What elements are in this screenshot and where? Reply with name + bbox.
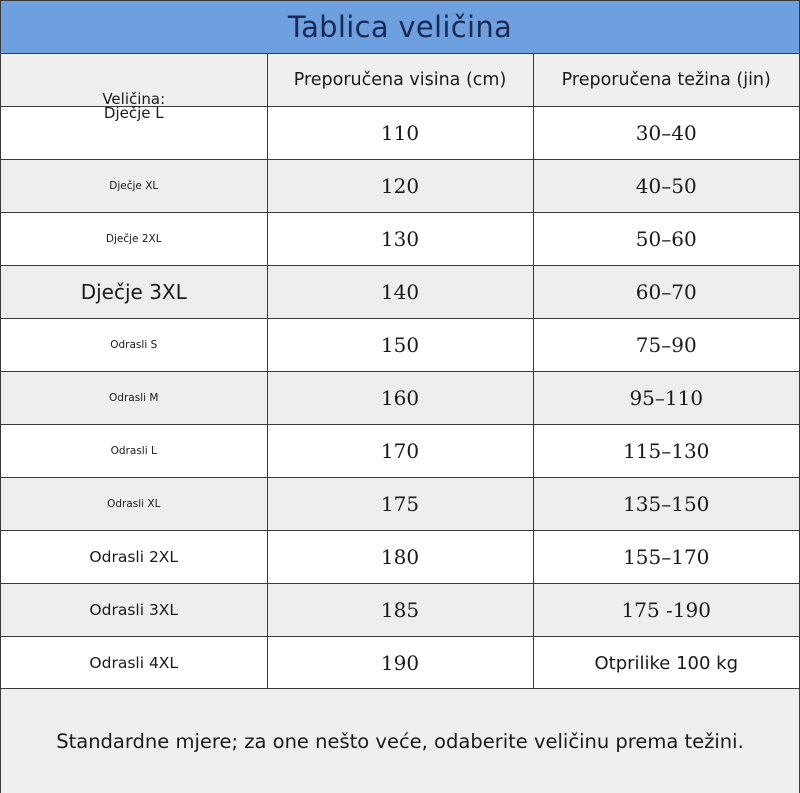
weight-cell: 40–50 [533,160,799,213]
table-row [1,531,799,584]
height-cell: 190 [267,637,533,690]
height-cell: 130 [267,213,533,266]
height-cell: 160 [267,372,533,425]
height-cell: 110 [267,107,533,160]
size-cell: Odrasli 2XL [1,531,267,584]
table-row [1,319,799,372]
height-cell: 170 [267,425,533,478]
weight-cell: 30–40 [533,107,799,160]
weight-cell: 135–150 [533,478,799,531]
weight-cell: 175 -190 [533,584,799,637]
size-cell: Dječje 2XL [1,213,267,266]
table-header-row [1,54,799,107]
weight-cell: 60–70 [533,266,799,319]
size-cell: Dječje XL [1,160,267,213]
table-row [1,637,799,690]
size-cell: Odrasli 4XL [1,637,267,690]
page-title: Tablica veličina [287,10,513,44]
size-cell: Dječje L [1,107,267,160]
table-row [1,107,799,160]
weight-cell: Otprilike 100 kg [533,637,799,690]
table-row [1,266,799,319]
size-cell: Odrasli S [1,319,267,372]
footer-text: Standardne mjere; za one nešto veće, odaberite veličinu prema težini. [56,729,744,753]
weight-cell: 75–90 [533,319,799,372]
header-weight: Preporučena težina (jin) [533,54,799,107]
height-cell: 185 [267,584,533,637]
height-cell: 140 [267,266,533,319]
size-table [1,54,799,690]
size-cell: Odrasli L [1,425,267,478]
weight-cell: 115–130 [533,425,799,478]
size-cell: Odrasli 3XL [1,584,267,637]
height-cell: 120 [267,160,533,213]
footer-note [1,688,799,793]
weight-cell: 50–60 [533,213,799,266]
table-row [1,213,799,266]
size-cell: Dječje 3XL [1,266,267,319]
height-cell: 180 [267,531,533,584]
weight-cell: 95–110 [533,372,799,425]
table-row [1,584,799,637]
size-cell: Odrasli XL [1,478,267,531]
size-cell: Odrasli M [1,372,267,425]
table-row [1,372,799,425]
header-size: Veličina: [1,54,267,107]
table-row [1,478,799,531]
title-bar [1,1,799,54]
header-height: Preporučena visina (cm) [267,54,533,107]
height-cell: 150 [267,319,533,372]
table-row [1,160,799,213]
height-cell: 175 [267,478,533,531]
table-row [1,425,799,478]
weight-cell: 155–170 [533,531,799,584]
